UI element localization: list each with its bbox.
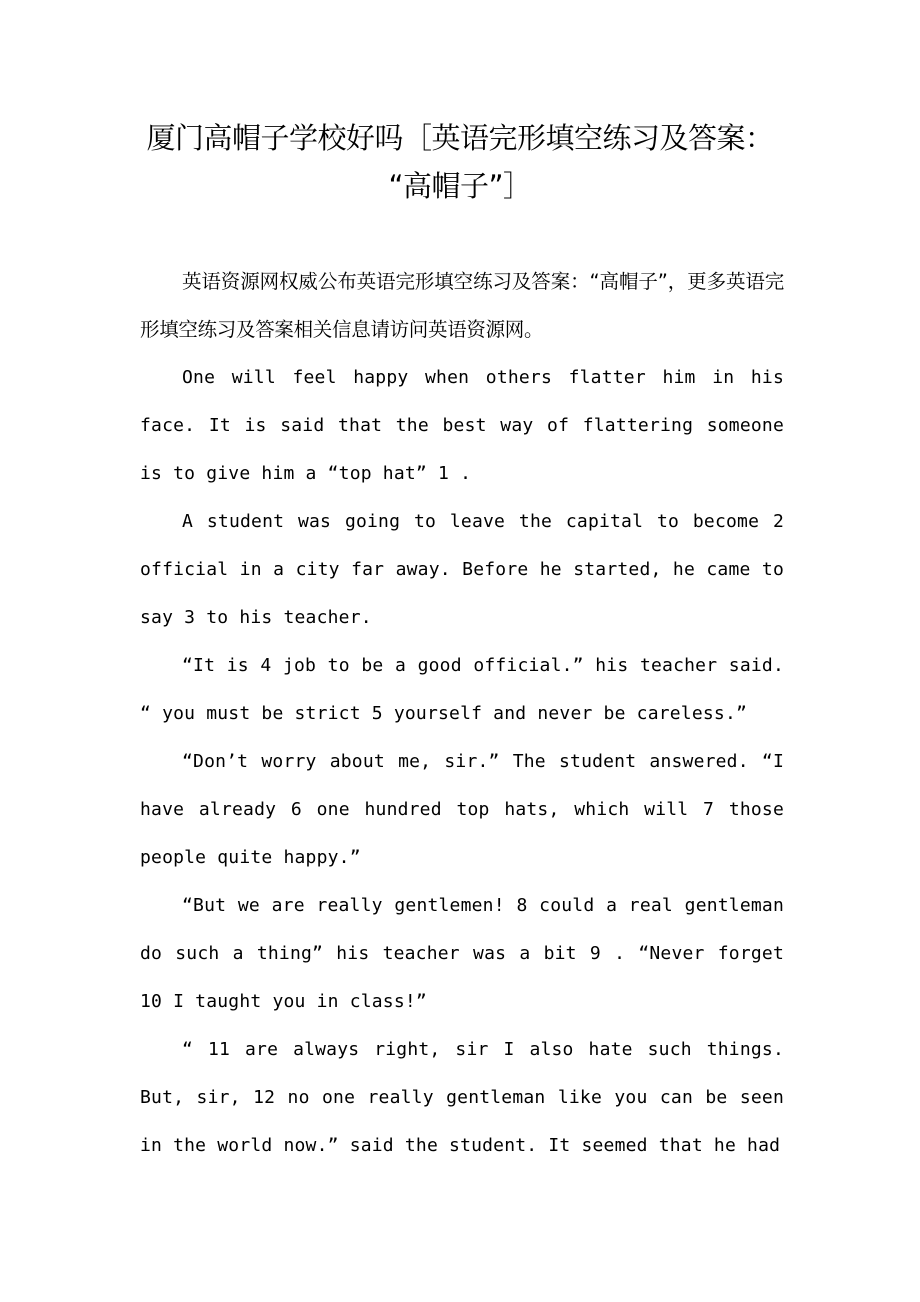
story-paragraph-1: One will feel happy when others flatter him in his face. It is said that the best way of flattering someone is to give him a “top hat” 1 . (140, 367, 784, 484)
document-body (140, 258, 784, 1170)
intro-paragraph: 英语资源网权威公布英语完形填空练习及答案：“高帽子”，更多英语完形填空练习及答案相关信息请访问英语资源网。 (140, 270, 784, 341)
story-paragraph-3: “It is 4 job to be a good official.” his teacher said. “ you must be strict 5 yourself and never be careless.” (140, 655, 784, 724)
story-paragraph-5: “But we are really gentlemen! 8 could a real gentleman do such a thing” his teacher was a bit 9 . “Never forget 10 I taught you in class!” (140, 895, 784, 1012)
document-title-line-2: “高帽子”］ (388, 169, 532, 203)
document-title-line-1: 厦门高帽子学校好吗［英语完形填空练习及答案： (146, 121, 774, 155)
story-paragraph-4: “Don’t worry about me, sir.” The student answered. “I have already 6 one hundred top hats, which will 7 those people quite happy.” (140, 751, 784, 868)
story-paragraph-6: “ 11 are always right, sir I also hate such things. But, sir, 12 no one really gentleman like you can be seen in the world now.” said the student. It seemed that he had (140, 1039, 784, 1156)
story-paragraph-2: A student was going to leave the capital to become 2 official in a city far away. Before he started, he came to say 3 to his teacher. (140, 511, 784, 628)
